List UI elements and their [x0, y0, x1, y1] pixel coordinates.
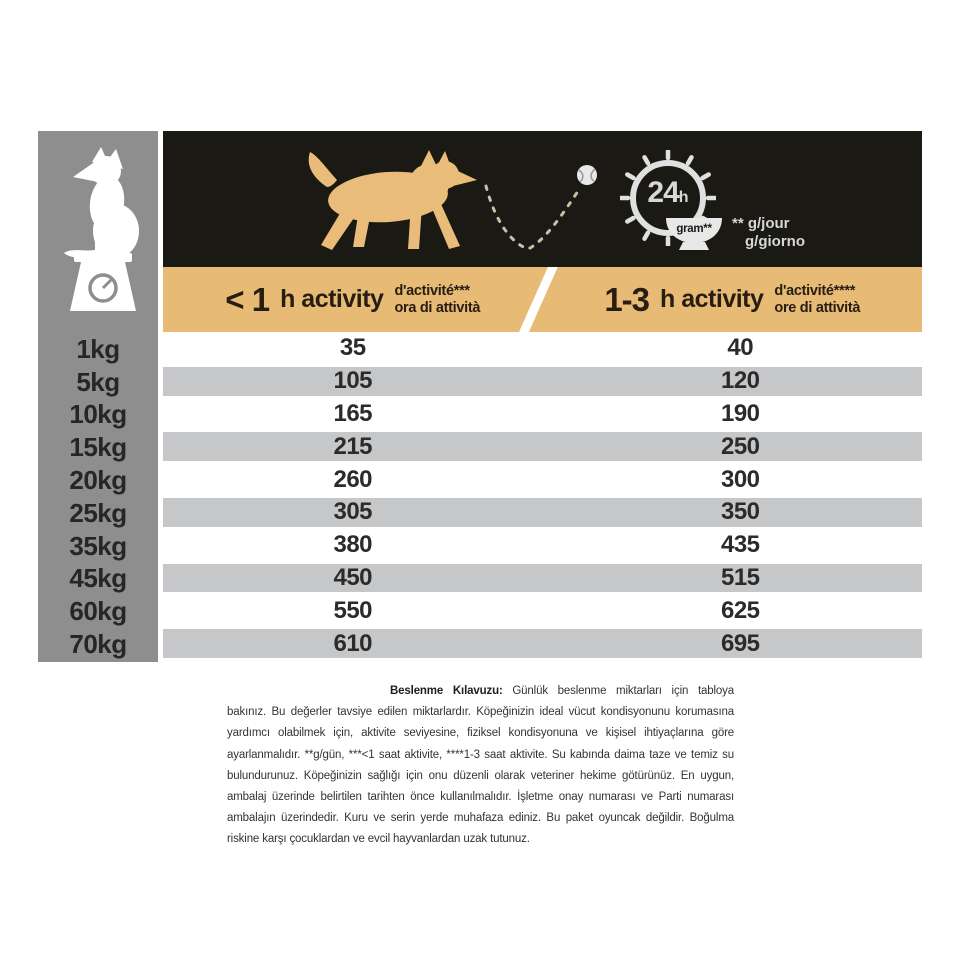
running-dog-icon: [293, 147, 483, 257]
value-lt1h: 550: [333, 596, 373, 624]
weight-label: 60kg: [69, 596, 127, 627]
header-sub-fr: d'activité****: [774, 282, 856, 299]
value-1to3h: 250: [720, 432, 760, 460]
value-lt1h: 260: [333, 465, 373, 493]
value-lt1h: 165: [333, 399, 373, 427]
value-lt1h: 305: [333, 498, 373, 526]
value-lt1h: 215: [333, 432, 373, 460]
value-1to3h: 695: [720, 629, 760, 657]
weight-label: 35kg: [69, 530, 127, 561]
unit-note: [732, 215, 805, 251]
table-row: [163, 496, 922, 529]
value-1to3h: 300: [720, 465, 760, 493]
header-sub-fr: d'activité***: [394, 282, 470, 299]
value-1to3h: 625: [720, 596, 760, 624]
weight-column: [38, 131, 158, 662]
weight-label: 1kg: [76, 333, 120, 364]
table-row: [163, 463, 922, 496]
ball-trajectory-icon: [483, 183, 583, 260]
weight-labels: [38, 333, 158, 661]
weight-label: 25kg: [69, 497, 127, 528]
table-row: [163, 627, 922, 660]
table-row: [163, 430, 922, 463]
value-1to3h: 515: [720, 563, 760, 591]
table-row: [163, 562, 922, 595]
food-bowl-icon: [665, 217, 723, 253]
value-1to3h: 350: [720, 498, 760, 526]
header-unit: h activity: [660, 285, 764, 313]
header-sub-it: ore di attività: [774, 299, 861, 316]
banner: [163, 131, 922, 267]
value-lt1h: 35: [339, 334, 366, 362]
header-unit: h activity: [280, 285, 384, 313]
table-row: [163, 529, 922, 562]
unit-note-line2: g/giorno: [745, 233, 805, 250]
clock-h-text: h: [678, 189, 689, 206]
weight-label: 70kg: [69, 629, 127, 660]
value-1to3h: 40: [727, 334, 754, 362]
dog-on-scale-icon: [46, 145, 150, 315]
table-row: [163, 332, 922, 365]
value-lt1h: 380: [333, 531, 373, 559]
tennis-ball-icon: [575, 163, 599, 192]
feeding-instructions-text: [227, 681, 734, 851]
weight-label: 45kg: [69, 563, 127, 594]
weight-label: 5kg: [76, 366, 120, 397]
value-1to3h: 120: [720, 367, 760, 395]
unit-note-line1: ** g/jour: [732, 215, 790, 232]
table-row: [163, 594, 922, 627]
value-lt1h: 610: [333, 629, 373, 657]
clock-24-text: 24: [647, 176, 679, 209]
weight-label: 20kg: [69, 465, 127, 496]
bowl-gram-label: gram**: [676, 223, 712, 235]
value-1to3h: 435: [720, 531, 760, 559]
header-prefix: 1-3: [604, 280, 650, 318]
header-sub-it: ora di attività: [394, 299, 481, 316]
weight-label: 15kg: [69, 432, 127, 463]
feeding-table-rows: [163, 332, 922, 660]
table-row: [163, 365, 922, 398]
table-row: [163, 398, 922, 431]
clock-label: [620, 176, 716, 210]
footnote-lead: Beslenme Kılavuzu:: [390, 685, 503, 697]
header-lt1h-activity: [163, 267, 543, 332]
header-1to3h-activity: [543, 267, 923, 332]
column-headers: [163, 267, 922, 332]
table-area: [163, 131, 922, 660]
value-lt1h: 450: [333, 563, 373, 591]
value-1to3h: 190: [720, 399, 760, 427]
footnote-body: Günlük beslenme miktarları için tabloya bakınız. Bu değerler tavsiye edilen miktarlardır. Köpeğinizin ideal vücut kondisyonunu korumasına yardımcı olabilmek için, aktivite seviyesine, fiziksel kondisyonuna ve kişisel ihtiyaçlarına göre ayarlanmalıdır. **g/gün, ***<1 saat aktivite, ****1-3 saat aktivite. Su kabında daima taze ve temiz su bulundurunuz. Köpeğinizin sağlığı için onu düzenli olarak veteriner hekime götürünüz. En uygun, ambalaj üzerinde belirtilen tarihten önce kullanılmalıdır. İşletme onay numarası ve Parti numarası ambalajın üzerindedir. Kuru ve serin yerde muhafaza ediniz. Bu paket oyuncak değildir. Boğulma riskine karşı çocuklardan ve evcil hayvanlardan uzak tutunuz.: [227, 685, 734, 846]
weight-label: 10kg: [69, 399, 127, 430]
header-prefix: < 1: [225, 280, 270, 318]
value-lt1h: 105: [333, 367, 373, 395]
